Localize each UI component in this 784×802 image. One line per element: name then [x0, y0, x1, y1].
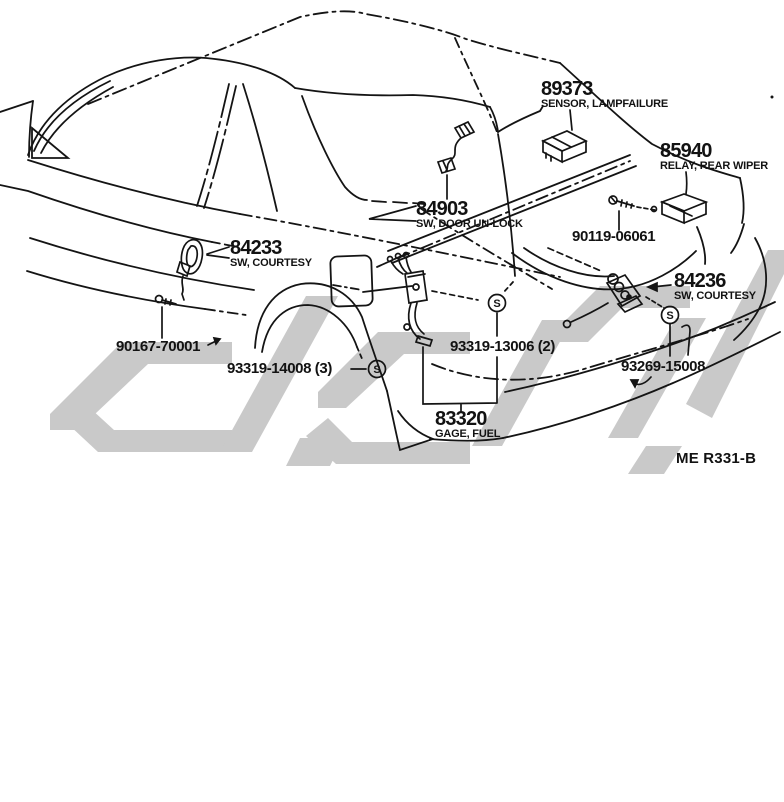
label-83320 — [435, 409, 500, 441]
cowl-line — [0, 101, 33, 112]
label-93269-15008 — [621, 359, 705, 375]
s-letter: S — [493, 298, 501, 310]
quarter-rear-edge — [740, 178, 744, 223]
part-number: 93319-14008 (3) — [227, 360, 332, 377]
figure-code: ME R331-B — [676, 450, 757, 467]
label-84233 — [230, 238, 312, 270]
belt-line — [28, 160, 240, 214]
c-pillar-front-edge — [243, 84, 277, 211]
bracket-83320 — [423, 313, 497, 412]
label-85940 — [660, 141, 768, 173]
part-number: 83320 — [435, 408, 487, 430]
leader-89373 — [570, 110, 572, 130]
courtesy-switch-left-part — [177, 240, 229, 300]
part-number: 84236 — [674, 270, 726, 292]
rear-wiper-relay-part — [652, 172, 707, 223]
lampfailure-sensor-part — [543, 110, 586, 162]
quarter-glass-rear-edge — [302, 96, 367, 200]
part-name: GAGE, FUEL — [435, 428, 501, 440]
part-number: 89373 — [541, 78, 593, 100]
b-pillar — [197, 84, 229, 206]
label-90119-06061 — [572, 229, 655, 245]
part-number: 93269-15008 — [621, 358, 706, 375]
part-number: 84233 — [230, 237, 282, 259]
rear-glass-left-edge — [455, 38, 497, 132]
roof-top-line — [88, 11, 560, 104]
rear-glass-bottom — [498, 106, 543, 132]
part-number: 84903 — [416, 198, 468, 220]
label-93319-13006 — [450, 339, 555, 355]
fuel-door — [330, 255, 373, 306]
label-84903 — [416, 199, 523, 231]
screw-90119-part — [609, 196, 655, 230]
leader-85940 — [686, 172, 687, 194]
part-name: SW, COURTESY — [230, 257, 312, 269]
part-number: 85940 — [660, 140, 712, 162]
part-name: SENSOR, LAMPFAILURE — [541, 98, 668, 110]
s-letter: S — [666, 310, 674, 322]
label-93319-14008 — [227, 361, 332, 377]
part-name: SW, COURTESY — [674, 290, 756, 302]
part-name: SW, DOOR UN-LOCK — [416, 218, 523, 230]
pointer-84903 — [369, 206, 416, 221]
s-letter: S — [373, 364, 381, 376]
label-89373 — [541, 79, 668, 111]
trunk-lip — [512, 251, 696, 289]
label-90167-70001 — [116, 339, 200, 355]
leader-84233 — [207, 247, 229, 258]
part-number: 90167-70001 — [116, 338, 201, 355]
part-number: 93319-13006 (2) — [450, 338, 555, 355]
label-84236 — [674, 271, 756, 303]
part-name: RELAY, REAR WIPER — [660, 160, 769, 172]
part-number: 90119-06061 — [572, 228, 656, 245]
